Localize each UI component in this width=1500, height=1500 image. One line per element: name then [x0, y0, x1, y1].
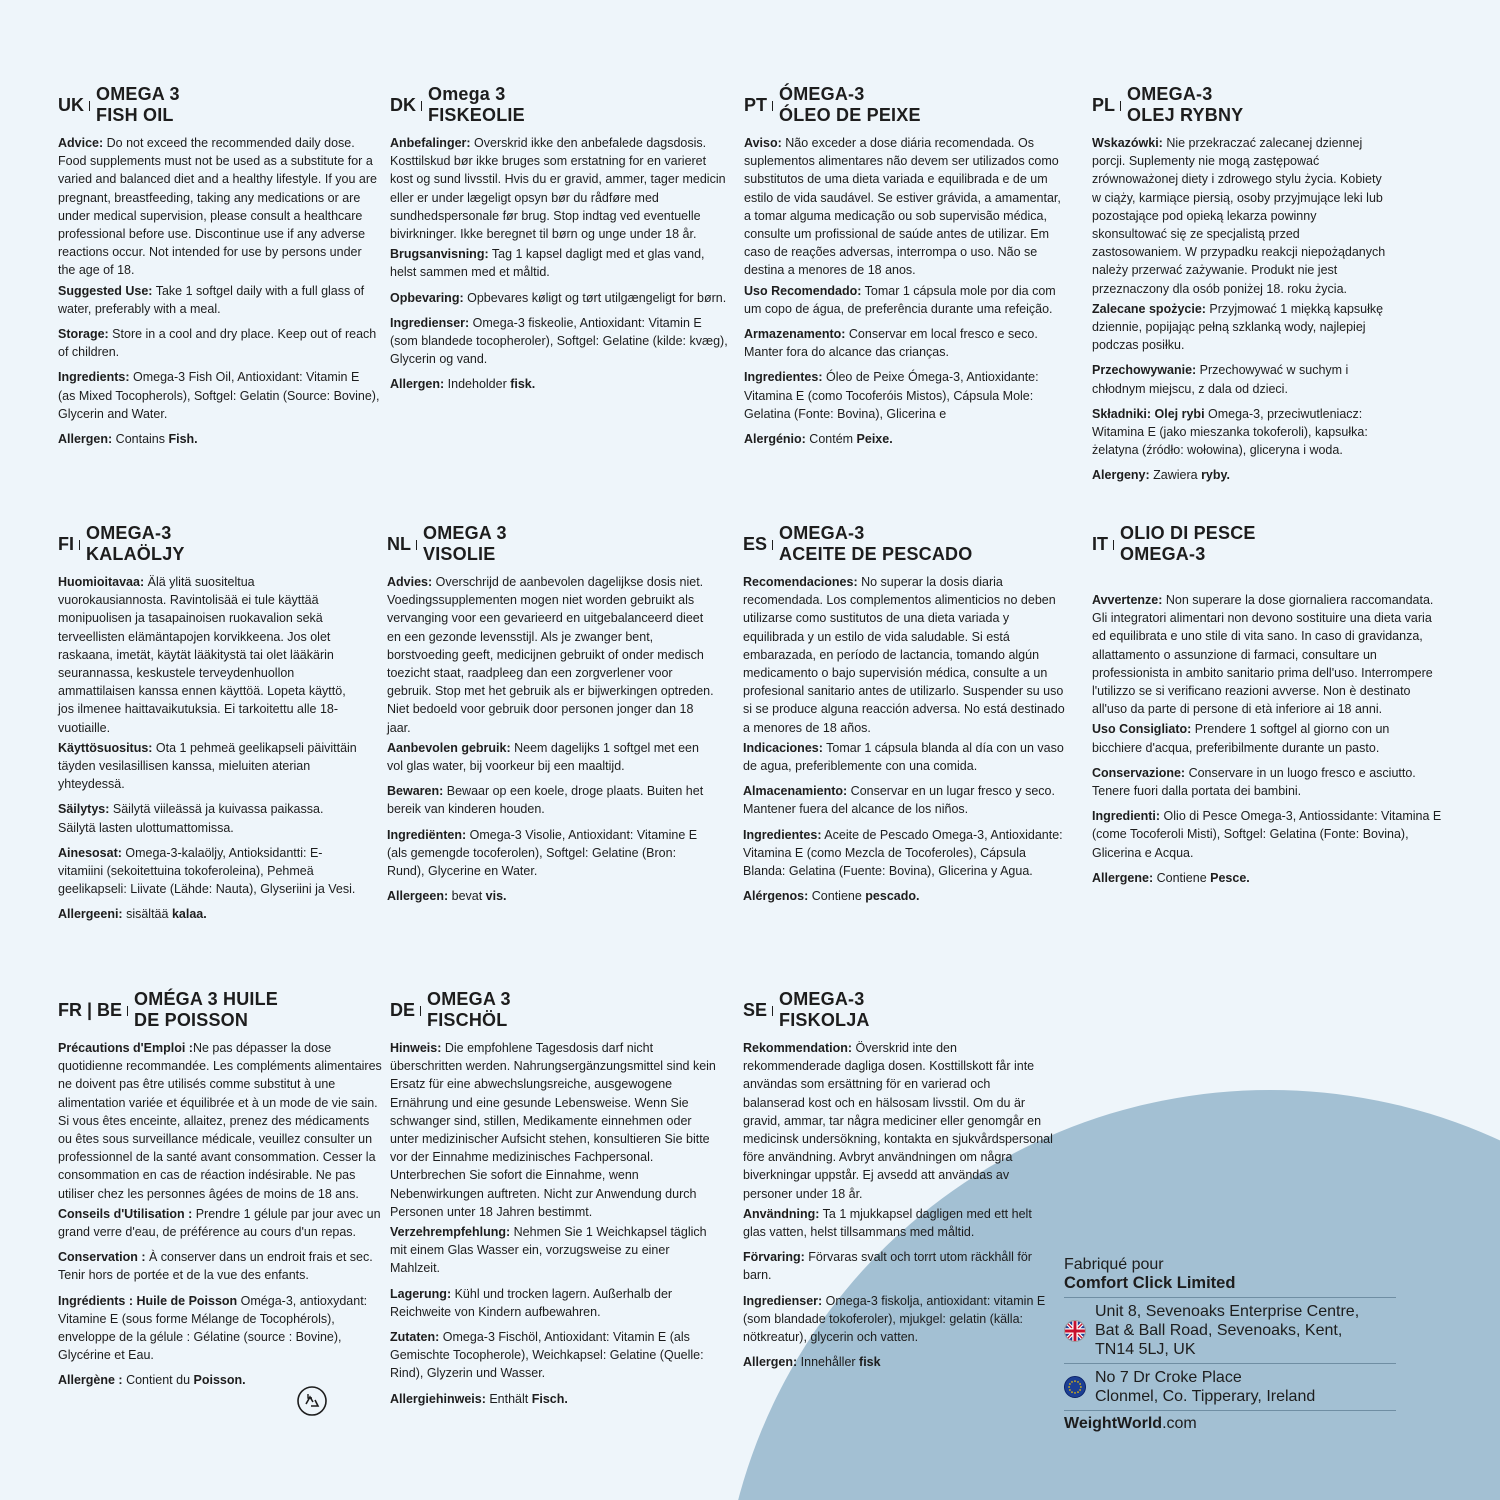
label-paragraph: [744, 368, 1069, 423]
paragraph-heading: Allergene:: [1092, 870, 1154, 885]
allergen-highlight: ryby.: [1201, 468, 1231, 483]
section-header: [743, 523, 1068, 565]
paragraph-heading: Storage:: [58, 327, 109, 342]
section-se: [743, 989, 1053, 1378]
paragraph-heading: Ingredientes:: [743, 827, 822, 842]
paragraph-text: Omega-3 Visolie, Antioxidant: Vitamine E (als gemengde tocoferolen), Softgel: Gelatine (Bron: Rund), Glycerine en Water.: [387, 827, 698, 879]
paragraph-heading: Käyttösuositus:: [58, 740, 153, 755]
paragraph-text: Tomar 1 cápsula blanda al día con un vaso de agua, preferiblemente con una comida.: [743, 740, 1064, 774]
country-code: FI: [58, 535, 80, 553]
label-paragraph: [743, 739, 1068, 775]
paragraph-text: Aceite de Pescado Omega-3, Antioxidante: Vitamina E (como Mezcla de Tocoferoles), Cápsula Blanda: Gelatina (Fuente: Bovina), Glicerina y Agua.: [743, 827, 1063, 879]
paragraph-text: sisältää: [122, 907, 172, 922]
paragraph-text: Omega-3, przeciwutleniacz: Witamina E (jako mieszanka tokoferoli), kapsułka: żelatyna (źródło: wołowina), gliceryna i woda.: [1092, 406, 1368, 458]
recycle-icon: [296, 1385, 328, 1417]
paragraph-heading: Säilytys:: [58, 802, 110, 817]
section-header: [390, 989, 720, 1031]
eu-address: [1064, 1363, 1396, 1410]
paragraph-text: Överskrid inte den rekommenderade dagliga dosen. Kosttillskott får inte användas som ersättning för en varierad och balanserad kost och en hälsosam livsstil. Om du är gravid, ammar, tar några mediciner eller genomgår en medicinsk undersökning, kontakta en sjukvårdspersonal före användning. Avbryt användningen om några biverkningar uppstår. Ej avsedd att användas av personer under 18 år.: [743, 1041, 1053, 1201]
paragraph-heading: Bewaren:: [387, 784, 444, 799]
label-paragraph: [744, 134, 1069, 280]
address-line: No 7 Dr Croke Place: [1095, 1369, 1242, 1386]
paragraph-text: Omega-3 Fischöl, Antioxidant: Vitamin E (als Gemischte Tocopherole), Weichkapsel: Gelatine (Quelle: Rind), Glyzerin und Wasser.: [390, 1330, 704, 1381]
label-paragraph: [58, 905, 358, 923]
label-paragraph: [390, 1039, 720, 1221]
paragraph-text: Ta 1 mjukkapsel dagligen med ett helt glas vatten, helst tillsammans med måltid.: [743, 1206, 1032, 1240]
label-paragraph: [58, 134, 380, 280]
paragraph-text: Indeholder: [444, 377, 511, 392]
paragraph-heading: Conservazione:: [1092, 765, 1186, 780]
label-paragraph: [387, 782, 717, 818]
label-paragraph: [387, 826, 717, 881]
section-title: [779, 989, 870, 1031]
label-paragraph: [390, 375, 730, 393]
paragraph-text: À conserver dans un endroit frais et sec. Tenir hors de portée et de la vue des enfants.: [58, 1250, 373, 1283]
paragraph-heading: Uso Recomendado:: [744, 283, 862, 298]
paragraph-heading: Anbefalinger:: [390, 136, 471, 150]
paragraph-text: Contiene: [1153, 870, 1211, 885]
label-paragraph: [387, 739, 717, 775]
paragraph-heading: Alérgenos:: [743, 889, 809, 904]
paragraph-text: Do not exceed the recommended daily dose. Food supplements must not be used as a substitute for a varied and balanced diet and a healthy lifestyle. If you are pregnant, breastfeeding, taking any medications or are under medical supervision, please consult a healthcare professional before use. Discontinue use if any adverse reactions occur. Not intended for use by persons under the age of 18.: [58, 136, 377, 278]
paragraph-text: Przechowywać w suchym i chłodnym miejscu, z dala od dzieci.: [1092, 363, 1349, 396]
paragraph-text: Oméga-3, antioxydant: Vitamine E (sous forme Mélange de Tocophérols), enveloppe de la gélule : Gélatine (source : Bovine), Glycérine et Eau.: [58, 1293, 368, 1363]
paragraph-heading: Wskazówki:: [1092, 136, 1163, 150]
paragraph-text: Neem dagelijks 1 softgel met een vol glas water, bij voorkeur bij een maaltijd.: [387, 740, 699, 774]
paragraph-text: Overskrid ikke den anbefalede dagsdosis. Kosttilskud bør ikke bruges som erstatning for en varieret kost og sund livsstil. Hvis du er gravid, ammer, tager medicin eller er under lægeligt opsyn bør du rådføre med sundhedspersonale før brug. Stop indtag ved eventuelle bivirkninger. Ikke beregnet til børn og unge under 18 år.: [390, 136, 726, 242]
paragraph-heading: Allergeen:: [387, 889, 449, 904]
paragraph-text: Die empfohlene Tagesdosis darf nicht überschritten werden. Nahrungsergänzungsmittel sind kein Ersatz für eine abwechslungsreiche, ausgewogene Ernährung und eine gesunde Lebensweise. Wenn Sie schwanger sind, stillen, Medikamente einnehmen oder unter medizinischer Aufsicht stehen, konsultieren Sie bitte vor der Einnahme medizinisches Fachpersonal. Unterbrechen Sie sofort die Einnahme, wenn Nebenwirkungen auftreten. Nicht zur Anwendung durch Personen unter 18 Jahren bestimmt.: [390, 1041, 716, 1219]
section-title-line: OMEGA-3: [1127, 84, 1213, 104]
paragraph-text: Opbevares køligt og tørt utilgængeligt for børn.: [463, 290, 727, 305]
label-paragraph: [58, 844, 358, 899]
paragraph-heading: Uso Consigliato:: [1092, 722, 1192, 737]
paragraph-heading: Conservation :: [58, 1250, 146, 1265]
label-paragraph: [58, 573, 358, 737]
paragraph-text: Omega-3 Fish Oil, Antioxidant: Vitamin E (as Mixed Tocopherols), Softgel: Gelatin (Source: Bovine), Glycerin and Water.: [58, 370, 380, 421]
section-title-line: OMEGA-3: [86, 523, 172, 543]
label-paragraph: [743, 826, 1068, 881]
section-nl: [387, 523, 717, 912]
section-de: [390, 989, 720, 1415]
paragraph-heading: Zalecane spożycie:: [1092, 301, 1206, 316]
manufacturer-company: Comfort Click Limited: [1064, 1274, 1236, 1292]
uk-flag-icon: [1064, 1320, 1086, 1342]
section-title-line: DE POISSON: [134, 1010, 249, 1030]
paragraph-text: Älä ylitä suositeltua vuorokausiannosta. Ravintolisää ei tule käyttää monipuolisen ja tasapainoisen ruokavalion sekä terveellisten elämäntapojen korvikkeena. Jos olet raskaana, imetät, käytät lääkitystä tai olet lääkärin seurannassa, keskustele terveydenhuollon ammattilaisen kanssa ennen käyttöä. Lopeta käyttö, jos ilmenee haittavaikutuksia. Ei tarkoitettu alle 18-vuotiaille.: [58, 575, 346, 735]
allergen-highlight: Peixe.: [856, 432, 893, 447]
paragraph-heading: Avvertenze:: [1092, 593, 1163, 607]
paragraph-heading: Opbevaring:: [390, 290, 464, 305]
paragraph-text: Ne pas dépasser la dose quotidienne recommandée. Les compléments alimentaires ne doivent pas être utilisés comme substitut à une alimentation variée et équilibrée et à un mode de vie sain. Si vous êtes enceinte, allaitez, prenez des médicaments ou êtes sous surveillance médicale, veuillez consulter un professionnel de la santé avant consommation. Cesser la consommation en cas de réaction indésirable. Ne pas utiliser chez les personnes âgées de moins de 18 ans.: [58, 1041, 382, 1201]
paragraph-heading: Składniki: Olej rybi: [1092, 406, 1205, 421]
label-paragraph: [58, 739, 358, 794]
label-paragraph: [58, 1371, 383, 1389]
paragraph-heading: Allergeeni:: [58, 907, 123, 922]
label-paragraph: [1092, 807, 1442, 862]
paragraph-text: Omega-3 fiskeolie, Antioxidant: Vitamin E (som blandede tocopheroler), Softgel: Gelatine (kilde: kvæg), Glycerin og vand.: [390, 315, 728, 367]
country-code: FR | BE: [58, 1001, 128, 1019]
label-paragraph: [58, 430, 380, 448]
section-header: [744, 84, 1069, 126]
paragraph-text: Não exceder a dose diária recomendada. Os suplementos alimentares não devem ser utilizados como substitutos de uma dieta variada e equilibrada e de um estilo de vida saudável. Se estiver grávida, a amamentar, a tomar alguma medicação ou sob supervisão médica, consulte um profissional de saúde antes de utilizar. Em caso de reações adversas, interrompa o uso. Não se destina a menores de 18 anos.: [744, 136, 1061, 278]
manufacturer-label: Fabriqué pour: [1064, 1256, 1164, 1273]
paragraph-heading: Zutaten:: [390, 1330, 440, 1345]
label-paragraph: [743, 887, 1068, 905]
section-header: [58, 84, 380, 126]
paragraph-text: Conservar em local fresco e seco. Manter fora do alcance das crianças.: [744, 327, 1038, 360]
paragraph-heading: Alergénio:: [744, 432, 806, 447]
section-title-line: OLEJ RYBNY: [1127, 105, 1244, 125]
paragraph-text: Förvaras svalt och torrt utom räckhåll för barn.: [743, 1250, 1032, 1283]
section-title-line: OMEGA-3: [1120, 544, 1206, 564]
section-header: [743, 989, 1053, 1031]
section-fi: [58, 523, 358, 931]
section-title-line: ÓLEO DE PEIXE: [779, 105, 921, 125]
paragraph-text: Innehåller: [797, 1355, 860, 1370]
label-paragraph: [390, 314, 730, 369]
paragraph-text: Contains: [112, 432, 169, 447]
section-title-line: FISKOLJA: [779, 1010, 870, 1030]
section-es: [743, 523, 1068, 912]
allergen-highlight: pescado.: [865, 889, 920, 904]
label-paragraph: [1092, 720, 1442, 756]
paragraph-heading: Recomendaciones:: [743, 575, 858, 589]
paragraph-heading: Allergen:: [390, 377, 445, 392]
paragraph-heading: Lagerung:: [390, 1286, 452, 1301]
label-paragraph: [744, 282, 1069, 318]
section-title-line: OMÉGA 3 HUILE: [134, 989, 278, 1009]
section-header: [1092, 523, 1442, 565]
section-title: [86, 523, 185, 565]
label-paragraph: [1092, 134, 1392, 298]
country-code: IT: [1092, 535, 1114, 553]
paragraph-heading: Indicaciones:: [743, 740, 823, 755]
paragraph-text: Olio di Pesce Omega-3, Antiossidante: Vitamina E (come Tocoferoli Misti), Softgel: Gelatina (Fonte: Bovina), Glicerina e Acqua.: [1092, 809, 1442, 860]
paragraph-heading: Suggested Use:: [58, 283, 153, 298]
eu-address-lines: [1095, 1368, 1315, 1406]
paragraph-text: Contient du: [122, 1373, 194, 1388]
allergen-highlight: Pesce.: [1210, 870, 1250, 885]
section-title: [428, 84, 525, 126]
section-title: [779, 523, 972, 565]
section-title-line: KALAÖLJY: [86, 544, 185, 564]
address-line: Clonmel, Co. Tipperary, Ireland: [1095, 1388, 1316, 1405]
paragraph-heading: Verzehrempfehlung:: [390, 1225, 511, 1240]
allergen-highlight: vis.: [485, 889, 507, 904]
label-paragraph: [1092, 466, 1392, 484]
section-title-line: OLIO DI PESCE: [1120, 523, 1256, 543]
allergen-highlight: kalaa.: [171, 907, 207, 922]
paragraph-text: bevat: [448, 889, 486, 904]
paragraph-heading: Brugsanvisning:: [390, 247, 489, 262]
section-title-line: FISCHÖL: [427, 1010, 508, 1030]
paragraph-text: Nie przekraczać zalecanej dziennej porcji. Suplementy nie mogą zastępować zrównoważonej diety i zdrowego stylu życia. Kobiety w ciąży, karmiące piersią, osoby przyjmujące leki lub pozostające pod opieką lekarza powinny skonsultować się ze specjalistą przed zastosowaniem. W przypadku reakcji niepożądanych należy przerwać zażywanie. Produkt nie jest przeznaczony dla osób poniżej 18. roku życia.: [1092, 136, 1386, 296]
paragraph-heading: Ingrediënten:: [387, 827, 467, 842]
paragraph-heading: Précautions d'Emploi :: [58, 1041, 193, 1055]
paragraph-heading: Ingrédients : Huile de Poisson: [58, 1293, 238, 1308]
section-fr-be: [58, 989, 383, 1397]
allergen-highlight: Poisson.: [193, 1373, 246, 1388]
label-paragraph: [58, 368, 380, 423]
address-line: TN14 5LJ, UK: [1095, 1341, 1196, 1358]
section-title-line: OMEGA-3: [779, 989, 865, 1009]
label-paragraph: [743, 1205, 1053, 1241]
section-title-line: ÓMEGA-3: [779, 84, 865, 104]
address-line: Unit 8, Sevenoaks Enterprise Centre,: [1095, 1303, 1360, 1320]
label-paragraph: [744, 325, 1069, 361]
paragraph-heading: Armazenamento:: [744, 327, 846, 342]
allergen-highlight: Fisch.: [531, 1391, 568, 1406]
section-title: [427, 989, 511, 1031]
section-pl: [1092, 84, 1392, 492]
section-uk: [58, 84, 380, 455]
brand-suffix: .com: [1162, 1415, 1197, 1432]
paragraph-heading: Advice:: [58, 136, 104, 150]
paragraph-text: Omega-3-kalaöljy, Antioksidantti: E-vitamiini (sekoitettuina tokoferoleina), Pehmeä geelikapseli: Liivate (Lähde: Nauta), Glyseriini ja Vesi.: [58, 845, 356, 897]
section-header: [390, 84, 730, 126]
paragraph-text: Nehmen Sie 1 Weichkapsel täglich mit einem Glas Wasser ein, vorzugsweise zu einer Mahlzeit.: [390, 1225, 707, 1276]
country-code: DK: [390, 96, 422, 114]
paragraph-text: Overschrijd de aanbevolen dagelijkse dosis niet. Voedingssupplementen mogen niet worden gebruikt als vervanging voor een gevarieerd en uitgebalanceerd dieet en een gezonde levensstijl. Als je zwanger bent, borstvoeding geeft, medicijnen gebruikt of onder medisch toezicht staat, raadpleeg dan een zorgverlener voor gebruik. Stop met het gebruik als er bijwerkingen optreden. Niet bedoeld voor gebruik door personen jonger dan 18 jaar.: [387, 575, 714, 735]
paragraph-text: Przyjmować 1 miękką kapsułkę dziennie, popijając pełną szklanką wody, najlepiej podczas posiłku.: [1092, 301, 1384, 353]
paragraph-heading: Przechowywanie:: [1092, 363, 1197, 378]
paragraph-heading: Ainesosat:: [58, 845, 122, 860]
paragraph-text: Prendre 1 gélule par jour avec un grand verre d'eau, de préférence au cours d'un repas.: [58, 1206, 381, 1240]
paragraph-text: Bewaar op een koele, droge plaats. Buiten het bereik van kinderen houden.: [387, 784, 704, 817]
paragraph-heading: Aviso:: [744, 136, 782, 150]
paragraph-text: Contém: [805, 432, 857, 447]
paragraph-text: Conservar en un lugar fresco y seco. Mantener fuera del alcance de los niños.: [743, 784, 1055, 817]
paragraph-text: Tomar 1 cápsula mole por dia com um copo de água, de preferência durante uma refeição.: [744, 283, 1056, 316]
section-title-line: ACEITE DE PESCADO: [779, 544, 973, 564]
paragraph-text: Kühl und trocken lagern. Außerhalb der Reichweite von Kindern aufbewahren.: [390, 1286, 673, 1319]
paragraph-heading: Allergiehinweis:: [390, 1391, 486, 1406]
label-paragraph: [743, 1292, 1053, 1347]
section-title-line: OMEGA 3: [96, 84, 180, 104]
allergen-highlight: Fish.: [168, 432, 198, 447]
section-pt: [744, 84, 1069, 455]
section-title-line: OMEGA 3: [427, 989, 511, 1009]
uk-address-lines: [1095, 1302, 1359, 1359]
paragraph-text: Omega-3 fiskolja, antioxidant: vitamin E (som blandade tokoferoler), mjukgel: gelatin (källa: nötkreatur), glycerin och vatten.: [743, 1293, 1046, 1345]
paragraph-heading: Användning:: [743, 1206, 820, 1221]
paragraph-text: No superar la dosis diaria recomendada. Los complementos alimenticios no deben utilizarse como sustitutos de una dieta variada y equilibrada y un estilo de vida saludable. Si está embarazada, en período de lactancia, tomando algún medicamento o bajo supervisión médica, consulte a un profesional sanitario antes de utilizarlo. Suspender su uso si se produce alguna reacción adversa. No está destinado a menores de 18 años.: [743, 575, 1065, 735]
label-paragraph: [743, 1248, 1053, 1284]
country-code: SE: [743, 1001, 773, 1019]
section-title-line: OMEGA 3: [423, 523, 507, 543]
section-header: [1092, 84, 1392, 126]
label-paragraph: [387, 573, 717, 737]
label-paragraph: [58, 325, 380, 361]
label-paragraph: [743, 782, 1068, 818]
allergen-highlight: fisk.: [510, 377, 536, 392]
section-title-line: OMEGA-3: [779, 523, 865, 543]
label-paragraph: [390, 245, 730, 281]
paragraph-heading: Allergen:: [58, 432, 113, 447]
label-paragraph: [1092, 591, 1442, 718]
section-title: [134, 989, 278, 1031]
label-paragraph: [390, 289, 730, 307]
paragraph-heading: Allergen:: [743, 1355, 798, 1370]
section-title: [1127, 84, 1243, 126]
label-paragraph: [390, 1390, 720, 1408]
label-paragraph: [744, 430, 1069, 448]
label-paragraph: [390, 1285, 720, 1321]
paragraph-heading: Rekommendation:: [743, 1041, 853, 1055]
label-paragraph: [58, 800, 358, 836]
paragraph-heading: Alergeny:: [1092, 468, 1150, 483]
paragraph-text: Take 1 softgel daily with a full glass of water, preferably with a meal.: [58, 283, 365, 316]
label-paragraph: [390, 1328, 720, 1383]
eu-flag-icon: [1064, 1376, 1086, 1398]
country-code: NL: [387, 535, 417, 553]
paragraph-heading: Advies:: [387, 575, 433, 589]
paragraph-heading: Ingredienser:: [743, 1293, 823, 1308]
allergen-highlight: fisk: [859, 1355, 881, 1370]
country-code: ES: [743, 535, 773, 553]
paragraph-heading: Hinweis:: [390, 1041, 442, 1055]
label-paragraph: [58, 1205, 383, 1241]
section-dk: [390, 84, 730, 401]
country-code: PT: [744, 96, 773, 114]
section-title: [423, 523, 507, 565]
paragraph-heading: Förvaring:: [743, 1250, 805, 1265]
section-title-line: FISKEOLIE: [428, 105, 525, 125]
paragraph-text: Óleo de Peixe Ómega-3, Antioxidante: Vitamina E (como Tocoferóis Mistos), Cápsula Mole: Gelatina (Fonte: Bovina), Glicerina e: [744, 370, 1039, 421]
label-paragraph: [1092, 300, 1392, 355]
paragraph-heading: Ingredients:: [58, 370, 130, 385]
label-paragraph: [1092, 361, 1392, 397]
paragraph-text: Prendere 1 softgel al giorno con un bicchiere d'acqua, preferibilmente durante un pasto.: [1092, 722, 1390, 755]
section-header: [58, 523, 358, 565]
label-paragraph: [58, 282, 380, 318]
country-code: UK: [58, 96, 90, 114]
label-paragraph: [58, 1248, 383, 1284]
brand-website: [1064, 1410, 1396, 1433]
section-title-line: FISH OIL: [96, 105, 174, 125]
section-header: [58, 989, 383, 1031]
section-title: [96, 84, 180, 126]
uk-address: [1064, 1297, 1396, 1363]
paragraph-text: Store in a cool and dry place. Keep out of reach of children.: [58, 327, 377, 360]
section-title: [1120, 523, 1256, 565]
manufacturer-block: [1064, 1255, 1396, 1433]
section-title-line: Omega 3: [428, 84, 506, 104]
paragraph-text: Conservare in un luogo fresco e asciutto. Tenere fuori dalla portata dei bambini.: [1092, 765, 1416, 799]
paragraph-text: Contiene: [808, 889, 866, 904]
paragraph-heading: Huomioitavaa:: [58, 575, 145, 589]
section-title: [779, 84, 921, 126]
paragraph-heading: Almacenamiento:: [743, 784, 848, 799]
label-paragraph: [743, 573, 1068, 737]
label-paragraph: [390, 1223, 720, 1278]
section-header: [387, 523, 717, 565]
paragraph-heading: Aanbevolen gebruik:: [387, 740, 511, 755]
country-code: DE: [390, 1001, 421, 1019]
paragraph-heading: Allergène :: [58, 1373, 123, 1388]
label-paragraph: [58, 1039, 383, 1203]
paragraph-text: Säilytä viileässä ja kuivassa paikassa. Säilytä lasten ulottumattomissa.: [58, 802, 324, 835]
section-title-line: VISOLIE: [423, 544, 496, 564]
label-paragraph: [743, 1039, 1053, 1203]
address-line: Bat & Ball Road, Sevenoaks, Kent,: [1095, 1322, 1343, 1339]
country-code: PL: [1092, 96, 1121, 114]
label-paragraph: [1092, 405, 1392, 460]
paragraph-heading: Ingredienti:: [1092, 809, 1161, 824]
label-paragraph: [387, 887, 717, 905]
label-paragraph: [390, 134, 730, 243]
paragraph-text: Non superare la dose giornaliera raccomandata. Gli integratori alimentari non devono sostituire una dieta varia ed equilibrata e uno stile di vita sano. In caso di gravidanza, allattamento o assunzione di farmaci, consultare un professionista in ambito sanitario prima dell'uso. Interrompere l'utilizzo se si verificano reazioni avverse. Non è destinato all'uso da parte di persone di età inferiore ai 18 anni.: [1092, 593, 1434, 717]
paragraph-heading: Ingredienser:: [390, 315, 470, 330]
paragraph-text: Zawiera: [1149, 468, 1202, 483]
paragraph-text: Enthält: [485, 1391, 532, 1406]
label-paragraph: [58, 1292, 383, 1365]
brand-name: WeightWorld: [1064, 1415, 1163, 1432]
paragraph-heading: Conseils d'Utilisation :: [58, 1206, 193, 1221]
paragraph-heading: Ingredientes:: [744, 370, 823, 385]
paragraph-text: Tag 1 kapsel dagligt med et glas vand, helst sammen med et måltid.: [390, 247, 705, 280]
paragraph-text: Ota 1 pehmeä geelikapseli päivittäin täyden vesilasillisen kanssa, mieluiten aterian yhteydessä.: [58, 740, 357, 792]
label-paragraph: [743, 1353, 1053, 1371]
label-paragraph: [1092, 764, 1442, 800]
section-it: [1092, 523, 1442, 894]
label-paragraph: [1092, 869, 1442, 887]
